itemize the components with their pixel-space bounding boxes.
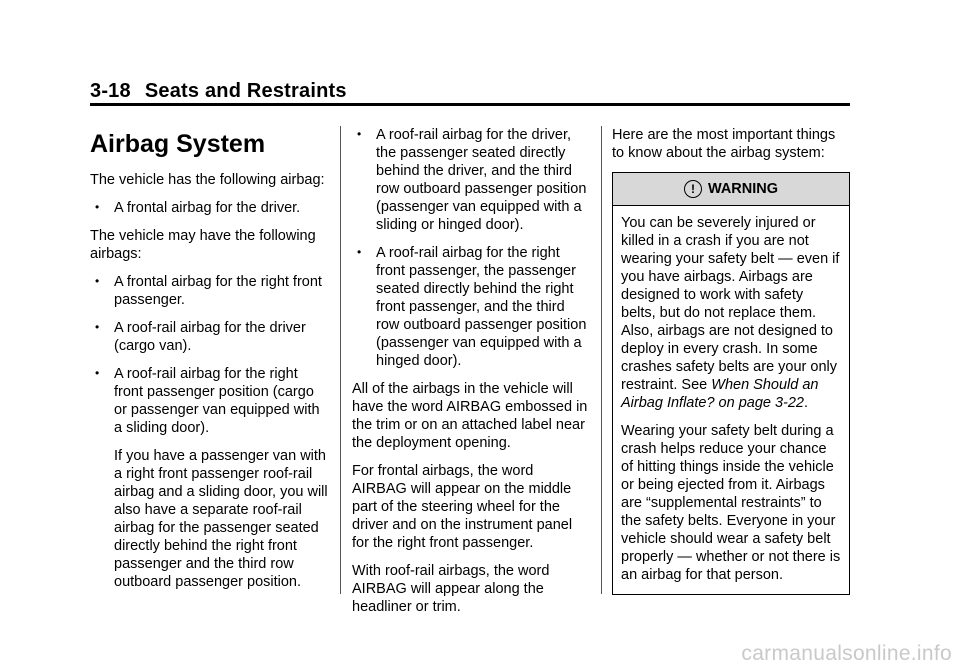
paragraph: For frontal airbags, the word AIRBAG will appear on the middle part of the steering wheel for the driver and on the instrument panel for the right front passenger. <box>352 463 573 551</box>
warning-box <box>612 172 850 595</box>
bullet-icon: • <box>357 245 362 259</box>
paragraph: The vehicle may have the following airbags: <box>90 228 316 262</box>
column-divider <box>340 126 341 594</box>
warning-paragraph: You can be severely injured or killed in a crash if you are not wearing your safety belt — even if you have airbags. Airbags are designed to work with safety belts, but do not replace them. Also, airbags are not designed to deploy in every crash. In some crashes safety belts are your only restraint. See When Should an Airbag Inflate? on page 3-22. <box>621 215 840 411</box>
section-title: Airbag System <box>90 130 266 158</box>
warning-icon: ! <box>684 180 702 198</box>
warning-paragraph: Wearing your safety belt during a crash helps reduce your chance of hitting things inside the vehicle or being ejected from it. Airbags are “supplemental restraints” to the safety belts. Everyone in your vehicle should wear a safety belt properly — whether or not there is an airbag for that person. <box>621 423 841 583</box>
column-2 <box>352 126 590 626</box>
warning-title: WARNING <box>707 181 779 197</box>
paragraph: With roof-rail airbags, the word AIRBAG will appear along the headliner or trim. <box>352 563 550 615</box>
list-item: • A roof-rail airbag for the driver, the passenger seated directly behind the driver, and the third row outboard passenger position (passenger van equipped with a sliding or hinged door). <box>357 127 587 233</box>
bullet-list <box>90 199 328 217</box>
bullet-icon: • <box>357 127 362 141</box>
bullet-icon: • <box>95 274 100 288</box>
bullet-icon: • <box>95 200 100 214</box>
list-item: • A frontal airbag for the driver. <box>95 200 301 216</box>
warning-body <box>613 206 849 584</box>
page-number: 3-18 <box>90 80 131 102</box>
chapter-title: Seats and Restraints <box>144 80 347 102</box>
header-rule <box>90 103 850 106</box>
column-1 <box>90 126 328 601</box>
warning-header <box>613 173 849 206</box>
paragraph: The vehicle has the following airbag: <box>90 172 325 188</box>
bullet-icon: • <box>95 366 100 380</box>
paragraph: All of the airbags in the vehicle will have the word AIRBAG embossed in the trim or on an attached label near the deployment opening. <box>352 381 588 451</box>
cross-reference-link: When Should an Airbag Inflate? on page 3-22 <box>621 377 819 411</box>
indented-paragraph: If you have a passenger van with a right front passenger roof-rail airbag and a sliding door, you will also have a separate roof-rail airbag for the passenger seated directly behind the right front passenger and the third row outboard passenger position. <box>114 448 328 590</box>
list-item: • A frontal airbag for the right front passenger. <box>95 274 322 308</box>
watermark: carmanualsonline.info <box>741 642 952 665</box>
bullet-list <box>352 126 590 370</box>
column-3 <box>612 126 850 595</box>
bullet-icon: • <box>95 320 100 334</box>
list-item: • A roof-rail airbag for the right front passenger position (cargo or passenger van equipped with a sliding door). <box>95 366 320 436</box>
page-header <box>90 80 347 103</box>
paragraph: Here are the most important things to know about the airbag system: <box>612 127 836 161</box>
list-item: • A roof-rail airbag for the driver (cargo van). <box>95 320 306 354</box>
list-item: • A roof-rail airbag for the right front passenger, the passenger seated directly behind the right front passenger, and the third row outboard passenger position (passenger van equipped with a hinged door). <box>357 245 587 369</box>
column-divider <box>601 126 602 594</box>
bullet-list <box>90 273 328 437</box>
